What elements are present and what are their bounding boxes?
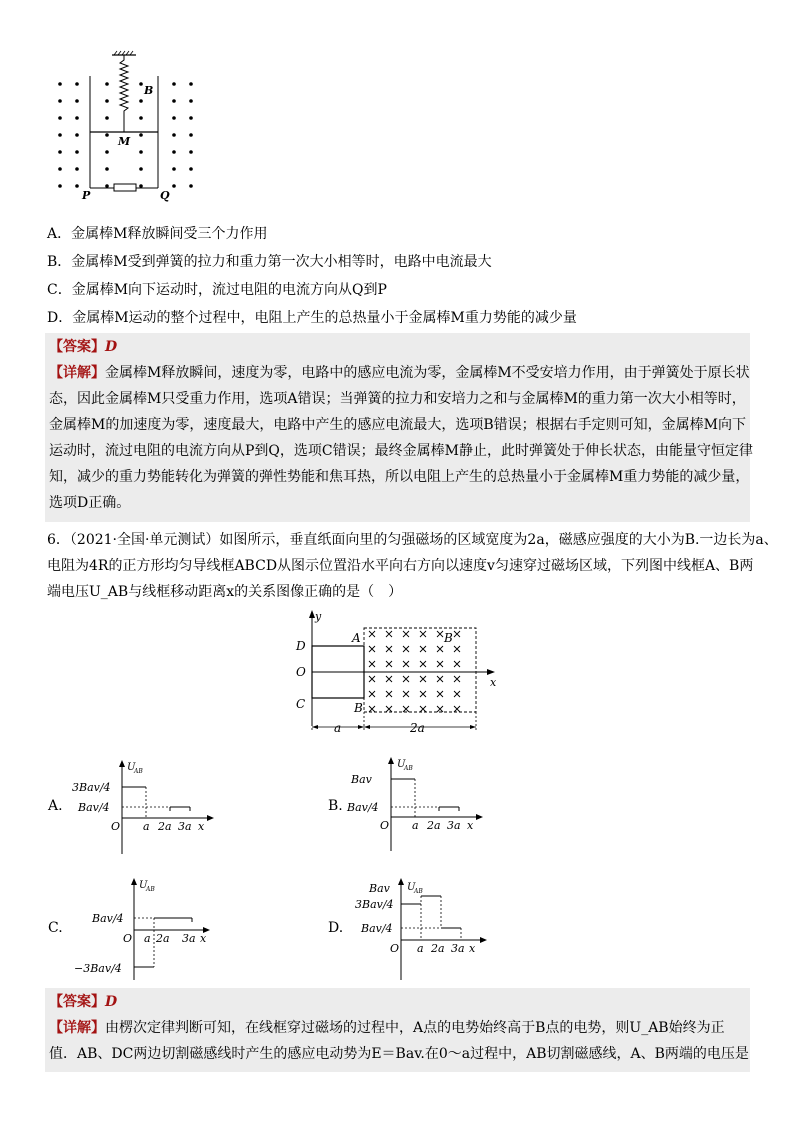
q6-detail-tag: 【详解】 [49,1020,105,1036]
field-cross [420,646,426,652]
graph-option-c [72,874,222,984]
ylabel-bav4: Bav/4 [347,801,379,814]
field-cross [386,706,392,712]
svg-text:a: a [143,820,150,833]
ylabel-3bav4: 3Bav/4 [72,781,111,794]
graph-c-letter: C. [48,920,63,936]
field-dot [172,150,176,154]
field-cross [420,676,426,682]
field-dot [75,99,79,103]
q5-answer-block [45,333,753,522]
field-cross [403,691,409,697]
q5-answer-line [49,337,117,357]
field-cross [403,706,409,712]
label-x: x [490,676,497,689]
field-dot [75,116,79,120]
field-cross [369,661,375,667]
svg-text:O: O [123,932,133,945]
q5-option-d: D．金属棒M运动的整个过程中，电阻上产生的总热量小于金属棒M重力势能的减少量 [47,310,577,326]
field-dot [75,133,79,137]
q6-detail-line-1: 【详解】由楞次定律判断可知，在线框穿过磁场的过程中，A点的电势始终高于B点的电势，则U_AB始终为正 [49,1020,725,1036]
field-cross [386,661,392,667]
label-P: P [82,189,91,202]
field-cross [437,691,443,697]
svg-text:2a: 2a [431,942,445,955]
svg-text:AB: AB [134,768,143,775]
field-dot [105,133,109,137]
svg-text:3a: 3a [182,932,196,945]
field-cross [369,706,375,712]
field-dot [172,184,176,188]
graph-a-letter: A. [48,798,63,814]
field-dot [105,82,109,86]
label-A: A [352,631,361,645]
svg-text:U: U [139,880,148,891]
svg-text:3a: 3a [178,820,192,833]
svg-text:a: a [412,819,419,832]
field-dot [172,116,176,120]
field-cross [454,706,460,712]
field-dot [75,167,79,171]
field-dot [75,82,79,86]
field-dot [172,167,176,171]
label-y: y [315,610,322,623]
q6-answer-line [49,992,117,1012]
spring [120,55,128,132]
field-cross [437,706,443,712]
field-dot [105,99,109,103]
q6-stem-line-1: 6．（2021·全国·单元测试）如图所示，垂直纸面向里的匀强磁场的区域宽度为2a，磁感应强度的大小为B.一边长为a、 [47,532,778,548]
field-dot [58,133,62,137]
graph-d-letter: D. [328,920,344,936]
dim-a: a [334,721,342,735]
svg-text:x: x [198,820,205,833]
svg-text:U: U [127,762,136,773]
q5-answer-value: D [105,339,118,355]
resistor [114,184,136,191]
field-cross [454,676,460,682]
field-cross [386,691,392,697]
q5-option-b: B．金属棒M受到弹簧的拉力和重力第一次大小相等时，电路中电流最大 [47,254,492,270]
q5-detail-line-1: 【详解】金属棒M释放瞬间，速度为零，电路中的感应电流为零，金属棒M不受安培力作用，由于弹簧处于原长状 [49,365,750,381]
field-cross [386,631,392,637]
field-dot [58,116,62,120]
field-cross [369,691,375,697]
wireframe-field-figure [290,608,510,738]
svg-text:AB: AB [404,765,413,772]
field-cross [403,646,409,652]
graph-option-b [345,755,495,855]
q5-detail-line-2: 态，因此金属棒M只受重力作用，选项A错误；当弹簧的拉力和安培力之和与金属棒M的重力第一次大小相等时， [49,391,746,407]
ylabel-bav4: Bav/4 [78,801,110,814]
svg-text:x: x [467,819,474,832]
field-dot [189,167,193,171]
q5-detail-line-3: 金属棒M的加速度为零，速度最大，电路中产生的感应电流最大，选项B错误；根据右手定则可知，金属棒M向下 [49,417,746,433]
ylabel-neg-3bav4: −3Bav/4 [74,962,122,975]
q5-detail-line-5: 知，减少的重力势能转化为弹簧的弹性势能和焦耳热，所以电阻上产生的总热量小于金属棒M重力势能的减少量， [49,469,750,485]
field-cross [454,646,460,652]
graph-b-letter: B. [328,798,343,814]
svg-text:2a: 2a [156,932,170,945]
field-dot [58,99,62,103]
field-cross [386,676,392,682]
field-dot [139,133,143,137]
field-dot [139,184,143,188]
ylabel-bav: Bav [351,773,372,786]
field-dot [139,167,143,171]
q5-detail-tag: 【详解】 [49,365,105,381]
field-cross [437,631,443,637]
ylabel-3bav4: 3Bav/4 [355,898,394,911]
field-cross [386,646,392,652]
label-O: O [296,665,306,679]
field-dot [105,150,109,154]
label-B-corner: B [354,701,363,715]
q6-detail-line-2: 值．AB、DC两边切割磁感线时产生的感应电动势为E＝Bav.在0～a过程中，AB切割磁感线，A、B两端的电压是 [49,1046,749,1062]
field-dot [189,133,193,137]
q5-answer-tag: 【答案】 [49,339,105,355]
field-dot [189,116,193,120]
svg-text:3a: 3a [447,819,461,832]
field-dot [58,184,62,188]
label-M: M [118,135,131,148]
svg-text:U: U [397,759,406,770]
field-cross [454,661,460,667]
field-dot [75,150,79,154]
svg-text:U: U [407,882,416,893]
field-cross [437,676,443,682]
q5-detail-line-4: 运动时，流过电阻的电流方向从P到Q，选项C错误；最终金属棒M静止，此时弹簧处于伸长状态，由能量守恒定律 [49,443,753,459]
field-dot [58,82,62,86]
ylabel-bav4: Bav/4 [92,912,124,925]
spring-rod-figure [50,48,210,208]
field-cross [437,661,443,667]
field-cross [420,706,426,712]
field-dot [139,116,143,120]
field-dot [105,184,109,188]
field-dot [172,99,176,103]
field-dot [189,184,193,188]
field-cross [369,676,375,682]
q6-answer-value: D [105,994,118,1010]
field-cross [403,631,409,637]
field-dot [75,184,79,188]
q6-answer-block [45,988,750,1072]
field-dot [105,116,109,120]
dim-2a: 2a [410,721,425,735]
field-dot [139,99,143,103]
field-cross [369,646,375,652]
field-dot [58,150,62,154]
q5-option-a: A．金属棒M释放瞬间受三个力作用 [47,226,268,242]
q5-detail-line-6: 选项D正确。 [49,495,131,511]
ylabel-bav: Bav [369,882,390,895]
field-cross [403,676,409,682]
field-cross [403,661,409,667]
svg-text:O: O [390,942,400,955]
field-cross [420,631,426,637]
svg-text:a: a [417,942,424,955]
svg-text:x: x [200,932,207,945]
svg-text:2a: 2a [158,820,172,833]
label-C: C [296,697,306,711]
graph-option-a [70,758,220,858]
field-cross [454,631,460,637]
svg-text:O: O [380,819,390,832]
q5-option-c: C．金属棒M向下运动时，流过电阻的电流方向从Q到P [47,282,387,298]
label-D: D [296,639,306,653]
label-B-field: B [444,631,453,645]
magnetic-field-region [364,628,476,712]
field-dot [105,167,109,171]
field-cross [369,631,375,637]
field-cross [454,691,460,697]
field-dot [139,150,143,154]
label-Q: Q [160,189,170,202]
q6-answer-tag: 【答案】 [49,994,105,1010]
field-cross [437,646,443,652]
field-cross [420,691,426,697]
svg-text:x: x [469,942,476,955]
field-dot [172,133,176,137]
svg-text:AB: AB [146,886,155,893]
field-dot [58,167,62,171]
svg-text:O: O [111,820,121,833]
field-dot [189,82,193,86]
field-dot [172,82,176,86]
graph-option-d [355,874,505,984]
svg-text:AB: AB [414,888,423,895]
q6-stem-line-3: 端电压U_AB与线框移动距离x的关系图像正确的是（ ） [47,584,403,600]
svg-text:a: a [144,932,151,945]
field-dot [139,82,143,86]
label-B: B [144,84,154,97]
q6-stem-line-2: 电阻为4R的正方形均匀导线框ABCD从图示位置沿水平向右方向以速度v匀速穿过磁场区域，下列图中线框A、B两 [47,558,754,574]
ylabel-bav4: Bav/4 [361,922,393,935]
field-cross [420,661,426,667]
field-dot [189,99,193,103]
field-dot [189,150,193,154]
svg-text:3a: 3a [451,942,465,955]
svg-text:2a: 2a [427,819,441,832]
